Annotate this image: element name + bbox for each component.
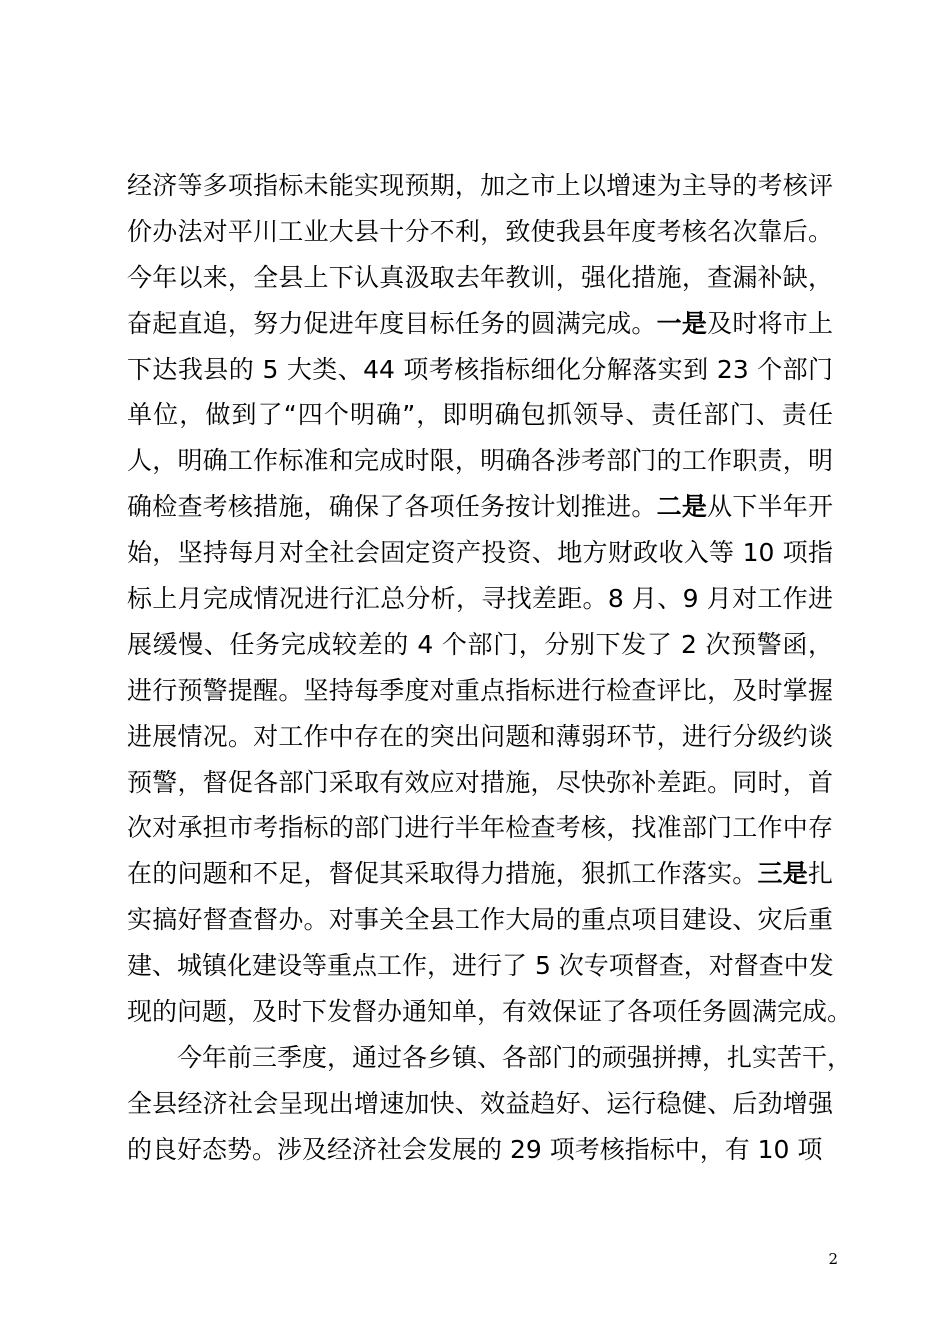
text-line bbox=[127, 438, 833, 484]
text-run: 经济等多项指标未能实现预期，加之市上以增速为主导的考核评 bbox=[127, 171, 833, 200]
bold-keyword: 三是 bbox=[757, 859, 808, 889]
text-line bbox=[127, 897, 833, 943]
text-line bbox=[127, 484, 833, 530]
text-line bbox=[127, 989, 853, 1035]
text-run: 扎 bbox=[807, 859, 833, 889]
text-run: 及时将市上 bbox=[707, 308, 833, 338]
text-line bbox=[127, 1081, 833, 1127]
text-run: 始，坚持每月对全社会固定资产投资、地方财政收入等 10 项指 bbox=[127, 538, 833, 568]
text-run: 今年以来，全县上下认真汲取去年教训，强化措施，查漏补缺， bbox=[127, 262, 833, 292]
text-line bbox=[127, 163, 833, 209]
text-line bbox=[127, 714, 833, 760]
text-run: 今年前三季度，通过各乡镇、各部门的顽强拼搏，扎实苦干， bbox=[177, 1042, 853, 1072]
text-run: 进展情况。对工作中存在的突出问题和薄弱环节，进行分级约谈 bbox=[127, 721, 833, 751]
text-run: 价办法对平川工业大县十分不利，致使我县年度考核名次靠后。 bbox=[127, 216, 833, 246]
text-line bbox=[127, 760, 833, 806]
text-run: 从下半年开 bbox=[707, 492, 833, 522]
text-line bbox=[127, 530, 833, 576]
page-number: 2 bbox=[828, 1250, 838, 1268]
text-run: 现的问题，及时下发督办通知单，有效保证了各项任务圆满完成。 bbox=[127, 997, 853, 1027]
text-line bbox=[127, 805, 833, 851]
text-run: 标上月完成情况进行汇总分析，寻找差距。8 月、9 月对工作进 bbox=[127, 584, 833, 614]
text-run: 奋起直追，努力促进年度目标任务的圆满完成。 bbox=[127, 308, 657, 338]
text-line bbox=[127, 1127, 833, 1173]
text-line bbox=[127, 209, 833, 255]
text-run: 进行预警提醒。坚持每季度对重点指标进行检查评比，及时掌握 bbox=[127, 675, 833, 705]
text-run: 确检查考核措施，确保了各项任务按计划推进。 bbox=[127, 492, 657, 522]
text-line bbox=[127, 255, 833, 301]
text-line bbox=[127, 668, 833, 714]
text-run: 全县经济社会呈现出增速加快、效益趋好、运行稳健、后劲增强 bbox=[127, 1088, 833, 1118]
bold-keyword: 一是 bbox=[656, 308, 708, 338]
text-run: 预警，督促各部门采取有效应对措施，尽快弥补差距。同时，首 bbox=[127, 767, 833, 797]
text-run: 的良好态势。涉及经济社会发展的 29 项考核指标中，有 10 项 bbox=[127, 1134, 823, 1164]
text-line bbox=[127, 301, 833, 347]
text-line bbox=[127, 392, 833, 438]
text-line bbox=[127, 622, 833, 668]
text-line bbox=[127, 1035, 853, 1081]
text-run: 人，明确工作标准和完成时限，明确各涉考部门的工作职责，明 bbox=[127, 446, 833, 476]
text-run: 下达我县的 5 大类、44 项考核指标细化分解落实到 23 个部门 bbox=[127, 354, 833, 384]
text-run: 单位，做到了“四个明确”，即明确包抓领导、责任部门、责任 bbox=[127, 400, 833, 430]
text-line bbox=[127, 576, 833, 622]
text-run: 展缓慢、任务完成较差的 4 个部门，分别下发了 2 次预警函， bbox=[127, 629, 833, 659]
text-run: 实搞好督查督办。对事关全县工作大局的重点项目建设、灾后重 bbox=[127, 905, 833, 935]
bold-keyword: 二是 bbox=[656, 492, 708, 522]
body-text bbox=[127, 163, 853, 1173]
text-run: 在的问题和不足，督促其采取得力措施，狠抓工作落实。 bbox=[127, 859, 758, 889]
text-run: 建、城镇化建设等重点工作，进行了 5 次专项督查，对督查中发 bbox=[127, 951, 834, 981]
text-line bbox=[127, 347, 833, 393]
text-run: 次对承担市考指标的部门进行半年检查考核，找准部门工作中存 bbox=[127, 813, 833, 843]
text-line bbox=[127, 943, 833, 989]
text-line bbox=[127, 851, 833, 897]
